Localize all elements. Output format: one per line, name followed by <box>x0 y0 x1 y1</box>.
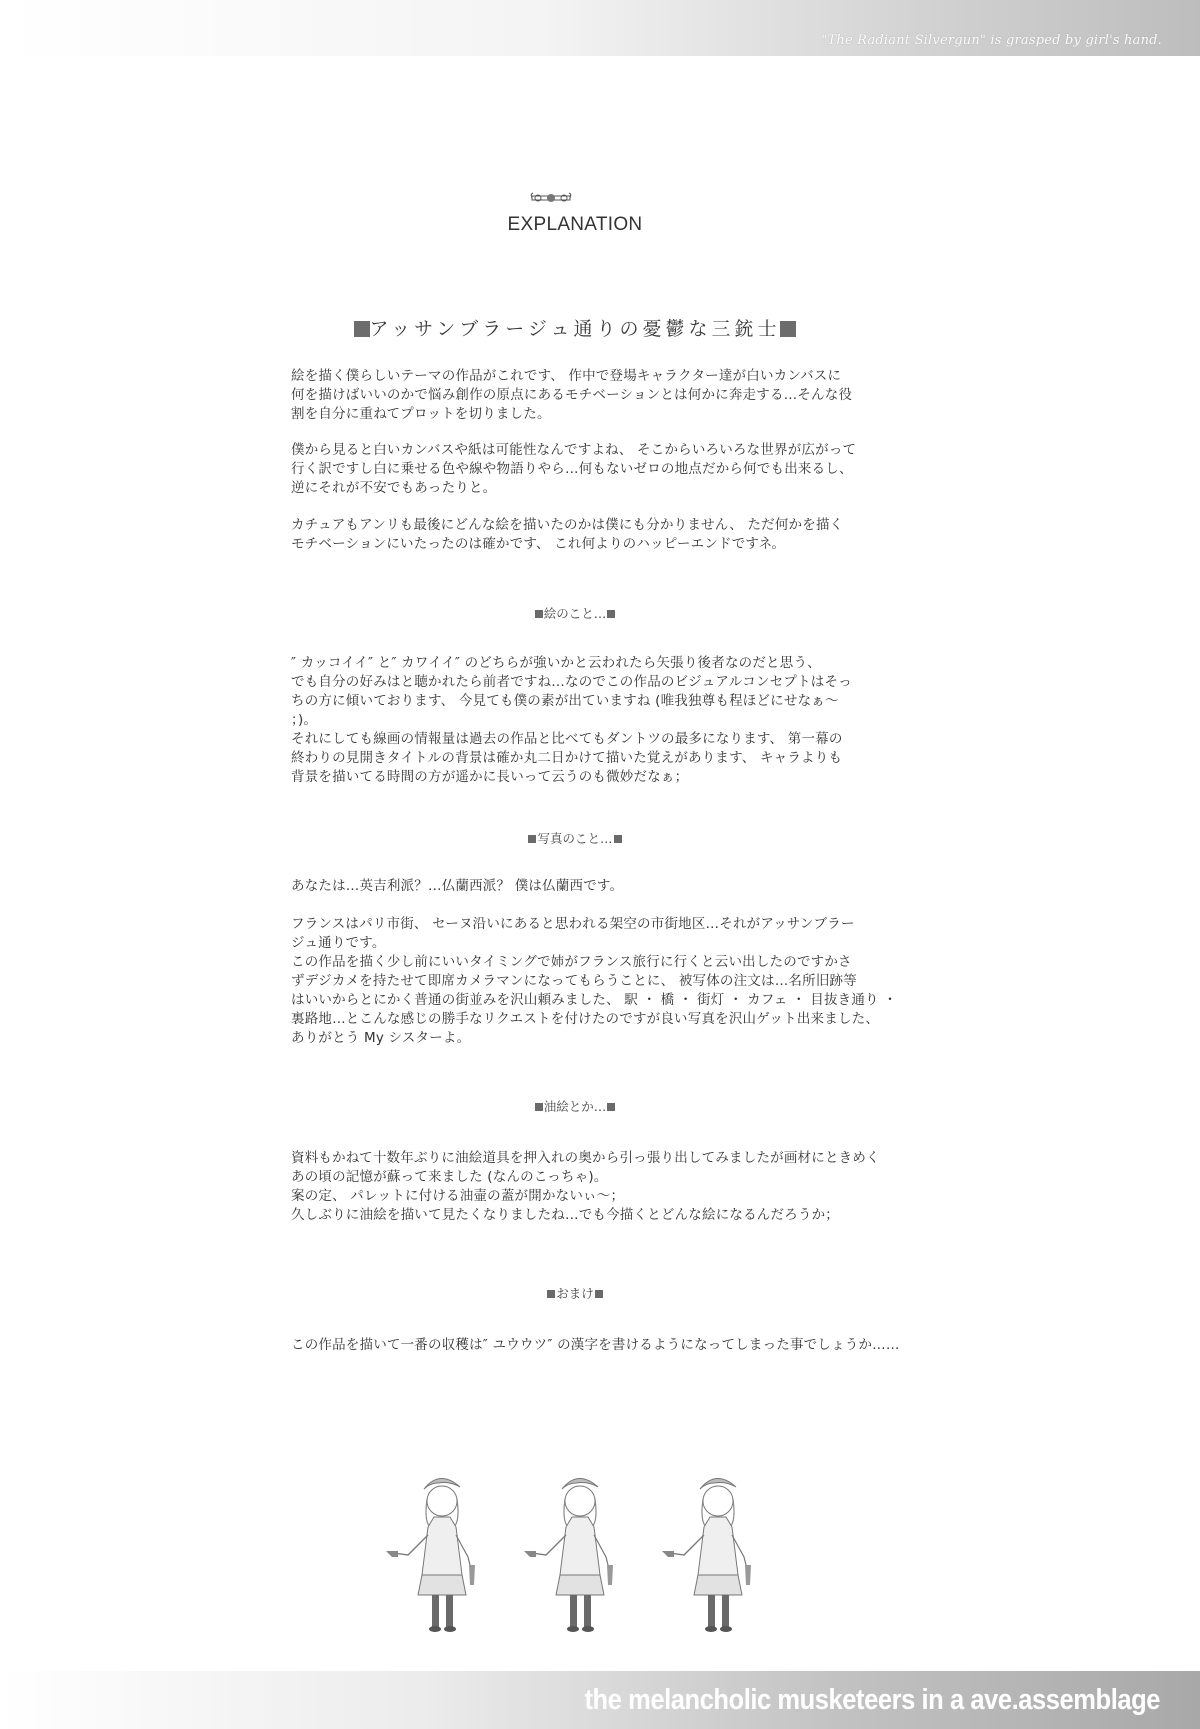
musketeer-figure-icon <box>524 1478 613 1632</box>
intro-paragraph: 僕から見ると白いカンバスや紙は可能性なんですよね、 そこからいろいろな世界が広がって 行く訳ですし白に乗せる色や線や物語りやら…何もないゼロの地点だから何でも出来るし、 逆にそれが不安でもあったりと。 <box>291 442 857 496</box>
ornament-icon <box>530 191 572 205</box>
section-paragraph: あなたは…英吉利派？…仏蘭西派？ 僕は仏蘭西です。 <box>291 878 624 894</box>
section-paragraph: フランスはパリ市街、 セーヌ沿いにあると思われる架空の市街地区…それがアッサンブラー ジュ通りです。 この作品を描く少し前にいいタイミングで姉がフランス旅行に行くと云い出したのですかさ ずデジカメを持たせて即席カメラマンになってもらうことに、 被写体の注文は…名所旧跡等 はいいからとにかく普通の街並みを沢山頼みました、 駅 ・ 橋 ・ 街灯 ・ カフェ ・ 目抜き通り ・ 裏路地…とこんな感じの勝手なリクエストを付けたのですが良い写真を沢山ゲット出来ました、 ありがとう My シスターよ。 <box>291 916 897 1046</box>
section-heading-extra: おまけ <box>0 1284 1150 1302</box>
square-bullet-icon <box>528 835 536 843</box>
section-heading-oil-painting: 油絵とか… <box>0 1097 1150 1115</box>
section-heading-photos: 写真のこと… <box>0 829 1150 847</box>
square-bullet-icon <box>607 1103 615 1111</box>
musketeer-figure-icon <box>386 1478 475 1632</box>
section-paragraph: この作品を描いて一番の収穫は″ ユウウツ″ の漢字を書けるようになってしまった事でしょうか…… <box>291 1337 900 1353</box>
header-tagline: "The Radiant Silvergun" is grasped by girl's hand. <box>821 33 1162 48</box>
square-bullet-icon <box>607 610 615 618</box>
square-bullet-icon <box>614 835 622 843</box>
square-bullet-icon <box>547 1290 555 1298</box>
musketeer-figures <box>380 1465 800 1650</box>
square-bullet-icon <box>354 321 370 337</box>
section-paragraph: ″ カッコイイ″ と″ カワイイ″ のどちらが強いかと云われたら矢張り後者なのだと思う、 でも自分の好みはと聴かれたら前者ですね…なのでこの作品のビジュアルコンセプトはそっ ちの方に傾いております、 今見ても僕の素が出ていますね (唯我独尊も程ほどにせなぁ～ ；)。 それにしても線画の情報量は過去の作品と比べてもダントツの最多になります、 第一幕の 終わりの見開きタイトルの背景は確か丸二日かけて描いた覚えがあります、 キャラよりも 背景を描いてる時間の方が遥かに長いって云うのも微妙だなぁ； <box>291 655 852 785</box>
intro-paragraph: 絵を描く僕らしいテーマの作品がこれです、 作中で登場キャラクター達が白いカンバスに 何を描けばいいのかで悩み創作の原点にあるモチベーションとは何かに奔走する…そんな役 割を自分に重ねてプロットを切りました。 <box>291 368 853 422</box>
square-bullet-icon <box>535 1103 543 1111</box>
square-bullet-icon <box>780 321 796 337</box>
footer-title: the melancholic musketeers in a ave.assemblage <box>584 1684 1160 1716</box>
article-title <box>0 314 1150 341</box>
square-bullet-icon <box>595 1290 603 1298</box>
article-title-text: アッサンブラージュ通りの憂鬱な三銃士 <box>369 318 781 340</box>
explanation-heading: EXPLANATION <box>507 214 643 235</box>
section-paragraph: 資料もかねて十数年ぶりに油絵道具を押入れの奥から引っ張り出してみましたが画材にときめく あの頃の記憶が蘇って来ました (なんのこっちゃ)。 案の定、 パレットに付ける油壷の蓋が開かないぃ～； 久しぶりに油絵を描いて見たくなりましたね…でも今描くとどんな絵になるんだろうか； <box>291 1150 880 1223</box>
musketeer-figure-icon <box>662 1478 751 1632</box>
section-heading-drawing: 絵のこと… <box>0 604 1150 622</box>
intro-paragraph: カチュアもアンリも最後にどんな絵を描いたのかは僕にも分かりません、 ただ何かを描く モチベーションにいたったのは確かです、 これ何よりのハッピーエンドですネ。 <box>291 517 844 552</box>
square-bullet-icon <box>535 610 543 618</box>
